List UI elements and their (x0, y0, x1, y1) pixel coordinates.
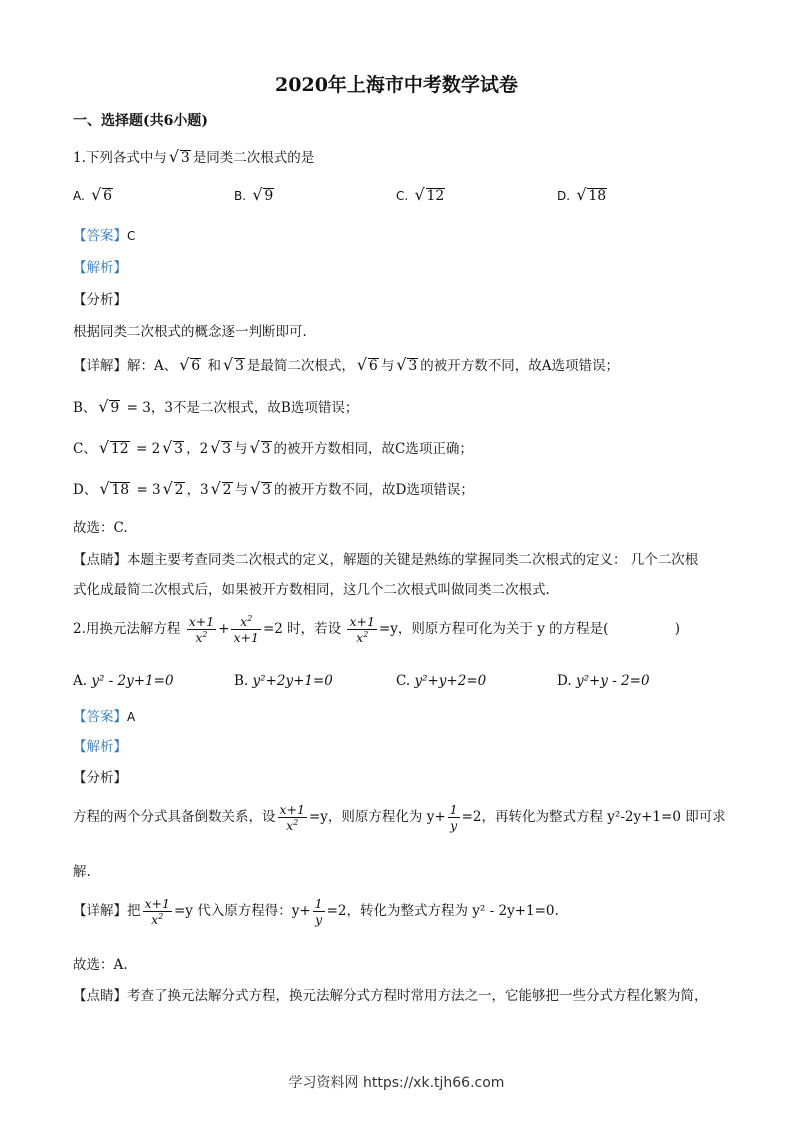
q1-option-c: C. √ 12 (396, 188, 447, 204)
q1-detail-a: 【详解】解：A、√ 6 和√ 3 是最简二次根式，√ 6 与√ 3 的被开方数不同，故A选项错误； (73, 354, 619, 374)
page-title: 2020年上海市中考数学试卷 (275, 74, 518, 96)
q1-analysis-tag: 【解析】 (73, 260, 127, 276)
q1-stem: 1.下列各式中与√ 3 是同类二次根式的是 (73, 146, 314, 166)
q2-fenxi-text: 方程的两个分式具备倒数关系，设 $\frac{x+1}{x^2}$ =y，则原方程化为 y+ $\frac{1}{y}$ =2，再转化为整式方程 y²-2y+1=0 即可求 (73, 802, 726, 833)
q2-fenxi-line2: 解. (73, 864, 91, 880)
q2-dianjing-line1: 【点睛】考查了换元法解分式方程，换元法解分式方程时常用方法之一，它能够把一些分式方程化繁为简， (73, 988, 708, 1004)
q2-choose: 故选：A. (73, 957, 128, 973)
q2-detail: 【详解】把 $\frac{x+1}{x^2}$ =y 代入原方程得：y+ $\frac{1}{y}$ =2，转化为整式方程为 y² - 2y+1=0. (73, 896, 559, 927)
q1-detail-b: B、√ 9 = 3，3不是二次根式，故B选项错误； (73, 396, 358, 416)
q2-option-b: B. y²+2y+1=0 (234, 673, 333, 689)
section-heading: 一、选择题(共6小题) (73, 113, 208, 129)
q2-option-a: A. y² - 2y+1=0 (73, 673, 174, 689)
q1-answer: 【答案】C (73, 228, 136, 244)
q2-stem: 2.用换元法解方程 $\frac{x+1}{x^2}$ + $\frac{x^2}{x+1}$ =2 时，若设 $\frac{x+1}{x^2}$ =y，则原方程可化为关于 y 的方程是( ) (73, 613, 680, 645)
q2-option-c: C. y²+y+2=0 (396, 673, 487, 689)
footer-watermark: 学习资料网 https://xk.tjh66.com (288, 1075, 505, 1091)
q2-fenxi-tag: 【分析】 (73, 770, 127, 786)
q1-fenxi-tag: 【分析】 (73, 292, 127, 308)
q1-option-d: D. √ 18 (557, 188, 609, 204)
q2-answer: 【答案】A (73, 709, 136, 725)
q2-option-d: D. y²+y - 2=0 (557, 673, 650, 689)
q1-option-a: A. √ 6 (73, 188, 115, 204)
q1-fenxi-text: 根据同类二次根式的概念逐一判断即可. (73, 324, 307, 340)
q1-choose: 故选：C. (73, 520, 128, 536)
q1-detail-c: C、√ 12 = 2√ 3 ，2√ 3 与√ 3 的被开方数相同，故C选项正确； (73, 437, 473, 457)
q1-dianjing-line1: 【点睛】本题主要考查同类二次根式的定义，解题的关键是熟练的掌握同类二次根式的定义： 几个二次根 (73, 552, 699, 568)
q2-analysis-tag: 【解析】 (73, 739, 127, 755)
q1-dianjing-line2: 式化成最简二次根式后，如果被开方数相同，这几个二次根式叫做同类二次根式. (73, 582, 550, 598)
q1-option-b: B. √ 9 (234, 188, 276, 204)
q1-detail-d: D、√ 18 = 3√ 2 ，3√ 2 与√ 3 的被开方数不同，故D选项错误； (73, 478, 474, 498)
